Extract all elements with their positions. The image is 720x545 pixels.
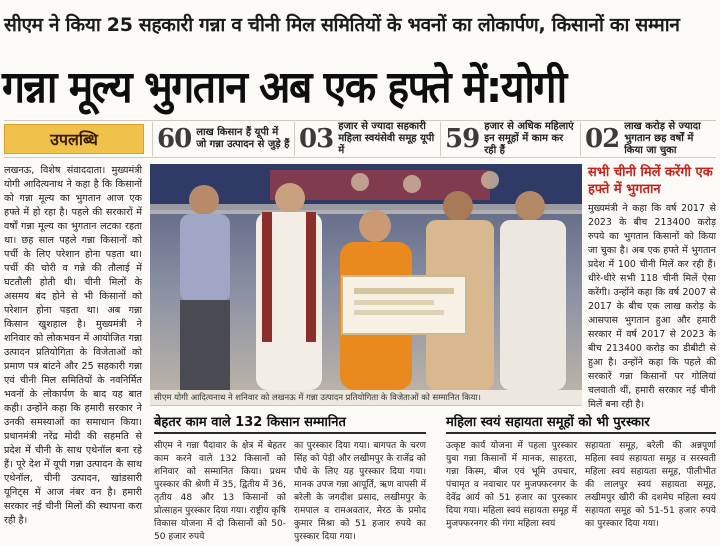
women-groups-heading: महिला स्वयं सहायता समूहों को भी पुरस्कार	[446, 410, 716, 434]
photo-caption-text: सीएम योगी आदित्यनाथ ने शनिवार को लखनऊ में गन्ना उत्पादन प्रतियोगिता के विजेताओं को सम्मानित किया।	[154, 392, 481, 402]
stat-number: 03	[299, 124, 334, 154]
kicker-text: सीएम ने किया 25 सहकारी गन्ना व चीनी मिल समितियों के भवनों का लोकार्पण, किसानों का सम्मान	[4, 14, 680, 36]
ceremony-photo-illustration	[150, 164, 582, 390]
lead-article	[4, 164, 142, 542]
stat-text: लाख करोड़ से ज्यादा भुगतान छह वर्षों में किया जा चुका	[624, 121, 701, 156]
farmers-honored-col2: का पुरस्कार दिया गया। बागपत के चरण सिंह को पेड़ी और लखीमपुर के राजेंद्र को पौधे के लिए यह पुरस्कार दिया गया। मानक उपज गन्ना आपूर्ति, ऋण वापसी में बरेली के जगदीश प्रसाद, लखीमपुर के रामपाल व रामअवतार, मेरठ के प्रमोद कुमार मिश्रा को 51 हजार रुपये का पुरस्कार दिया गया।	[294, 441, 426, 542]
farmers-honored-heading: बेहतर काम वाले 132 किसान सम्मानित	[154, 410, 426, 434]
stat-item	[294, 122, 440, 156]
lead-article-body: लखनऊ, विशेष संवाददाता। मुख्यमंत्री योगी आदित्यनाथ ने कहा है कि किसानों को गन्ना मूल्य का भुगतान आज एक हफ्ते में हो रहा है। पहले की सरकारों में वर्षों गन्ना मूल्य का भुगतान लटका रहता था। छह साल पहले गन्ना किसानों को पर्ची के लिए परेशान होना पड़ता था। पर्ची की चोरी व गन्ने की तौलाई में घटतौली होती थी। चीनी मिलों के असमय बंद होने से भी किसानों को परेशान होना पड़ता था। अब गन्ना किसान खुशहाल है। मुख्यमंत्री ने शनिवार को लोकभवन में आयोजित गन्ना उत्पादन प्रतियोगिता के विजेताओं को प्रमाण पत्र बांटने और 25 सहकारी गन्ना एवं चीनी मिल समितियों के नवनिर्मित भवनों के लोकार्पण के बाद यह बात कही। उन्होंने कहा कि हमारी सरकार ने उनकी समस्याओं का समाधान किया। प्रधानमंत्री नरेंद्र मोदी की सहमति से प्रदेश में चीनी के साथ एथेनॉल बना रहे हैं। पूरे देश में यूपी गन्ना उत्पादन के साथ एथेनॉल, चीनी उत्पादन, खांडसारी यूनिट्स में आज नंबर वन है। हमारी सरकार नई चीनी मिलों की स्थापना करा रही है।	[4, 165, 142, 526]
news-photo	[150, 164, 582, 390]
stat-number: 59	[445, 124, 480, 154]
stats-bar	[4, 120, 716, 158]
stat-text: हजार से ज्यादा सहकारी महिला स्वयंसेवी समूह यूपी में	[338, 121, 435, 156]
farmers-honored-body	[154, 440, 426, 544]
farmers-honored-col1: सीएम ने गन्ना पैदावार के क्षेत्र में बेहतर काम करने वाले 132 किसानों को शनिवार को सम्मानित किया। प्रथम पुरस्कार की श्रेणी में 35, द्वितीय में 36, तृतीय 48 और 13 किसानों को प्रोत्साहन पुरस्कार दिया गया। राष्ट्रीय कृषि विकास योजना में दो किसानों को 50-50 हजार रुपये	[154, 441, 286, 542]
women-groups-section	[446, 410, 716, 542]
stat-item	[440, 122, 580, 156]
side-article-body: मुख्यमंत्री ने कहा कि वर्ष 2017 से 2023 के बीच 213400 करोड़ रुपये का भुगतान किसानों को किया जा चुका है। अब एक हफ्ते में भुगतान प्रदेश में 100 चीनी मिलें कर रही हैं। धीरे-धीरे सभी 118 चीनी मिलें ऐसा करेंगी। उन्होंने कहा कि वर्ष 2007 से 2017 के बीच एक लाख करोड़ के आसपास भुगतान हुआ और हमारी सरकार में वर्ष 2017 से 2023 के बीच 213400 करोड़ का डीबीटी से हुआ है। उन्होंने कहा कि पहले की सरकारें गन्ना किसानों पर गोलियां चलवाती थीं, हमारी सरकार नई चीनी मिलें बना रही है।	[588, 203, 716, 410]
women-groups-col2: सहायता समूह, बरेली की अन्नपूर्णा महिला स्वयं सहायता समूह व सरस्वती महिला स्वयं सहायता समूह, पीलीभीत की लालपुर स्वयं सहायता समूह, लखीमपुर खीरी की दशमेघ महिला स्वयं सहायता समूह को 51-51 हजार रुपये का पुरस्कार दिया गया।	[585, 441, 716, 529]
stat-number: 02	[585, 124, 620, 154]
women-groups-col1: उत्कृष्ट कार्य योजना में पहला पुरस्कार युवा गन्ना किसानों में मानक, साहरता, गन्ना किस्म, बीज एवं भूमि उपचार, पंचामृत व नवाचार पर मुजफ्फरनगर के देवेंद्र आर्य को 51 हजार का पुरस्कार दिया गया। महिला स्वयं सहायता समूह में मुजफ्फरनगर की गंगा महिला स्वयं	[446, 441, 577, 529]
farmers-honored-section	[154, 410, 426, 542]
stat-text: हजार से अधिक महिलाएं इन समूहों में काम कर रही हैं	[484, 121, 574, 156]
achievement-badge	[4, 124, 144, 154]
kicker-line	[4, 6, 716, 42]
stat-item	[580, 122, 708, 156]
photo-caption	[150, 390, 582, 406]
women-groups-body	[446, 440, 716, 531]
stat-item	[152, 122, 294, 156]
side-article	[588, 164, 716, 410]
headline-text: गन्ना मूल्य भुगतान अब एक हफ्ते में:योगी	[2, 62, 566, 113]
stat-text: लाख किसान हैं यूपी में जो गन्ना उत्पादन से जुड़े हैं	[196, 127, 290, 150]
stat-number: 60	[157, 124, 192, 154]
headline	[2, 54, 718, 116]
side-article-heading: सभी चीनी मिलें करेंगी एक हफ्ते में भुगतान	[588, 165, 713, 197]
achievement-label: उपलब्धि	[50, 130, 98, 149]
